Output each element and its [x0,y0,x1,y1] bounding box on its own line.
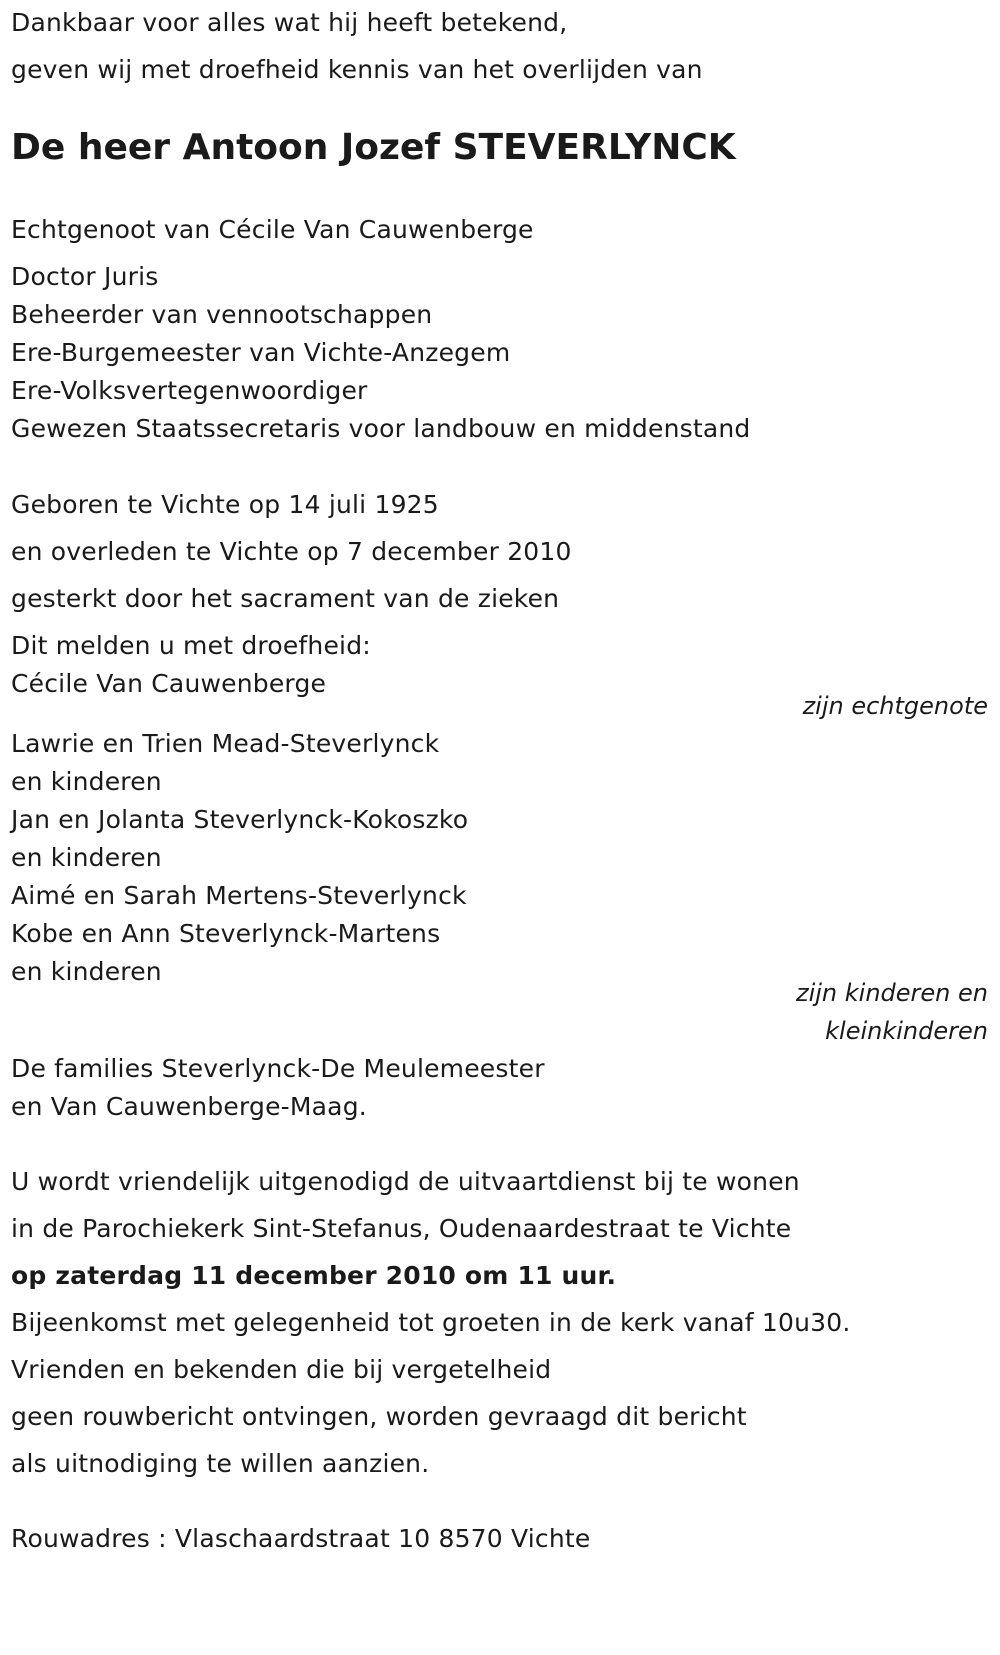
child-line: en kinderen [11,767,162,796]
child-line: Aimé en Sarah Mertens-Steverlynck [11,881,467,910]
funeral-line-2: in de Parochiekerk Sint-Stefanus, Oudenaardestraat te Vichte [11,1214,792,1243]
title-item: Gewezen Staatssecretaris voor landbouw en middenstand [11,414,751,443]
gathering-line: Bijeenkomst met gelegenheid tot groeten in de kerk vanaf 10u30. [11,1308,851,1337]
child-line: en kinderen [11,957,162,986]
title-item: Ere-Volksvertegenwoordiger [11,376,368,405]
child-line: Kobe en Ann Steverlynck-Martens [11,919,441,948]
child-line: en kinderen [11,843,162,872]
families-line-1: De families Steverlynck-De Meulemeester [11,1054,545,1083]
note-line-2: geen rouwbericht ontvingen, worden gevraagd dit bericht [11,1402,747,1431]
note-line-1: Vrienden en bekenden die bij vergetelheid [11,1355,552,1384]
families-line-2: en Van Cauwenberge-Maag. [11,1092,367,1121]
intro-line-2: geven wij met droefheid kennis van het overlijden van [11,55,703,84]
funeral-datetime: op zaterdag 11 december 2010 om 11 uur. [11,1261,617,1290]
deceased-name: De heer Antoon Jozef STEVERLYNCK [11,127,736,168]
spouse-name: Cécile Van Cauwenberge [11,669,327,698]
mourning-address: Rouwadres : Vlaschaardstraat 10 8570 Vichte [11,1524,591,1553]
sacrament-line: gesterkt door het sacrament van de zieken [11,584,560,613]
note-line-3: als uitnodiging te willen aanzien. [11,1449,430,1478]
spouse-line: Echtgenoot van Cécile Van Cauwenberge [11,215,534,244]
title-item: Doctor Juris [11,262,159,291]
announcement-intro: Dit melden u met droefheid: [11,631,371,660]
child-line: Jan en Jolanta Steverlynck-Kokoszko [11,805,469,834]
died-line: en overleden te Vichte op 7 december 2010 [11,537,572,566]
spouse-relation: zijn echtgenote [802,692,988,720]
children-relation-line-1: zijn kinderen en [796,979,988,1007]
title-item: Ere-Burgemeester van Vichte-Anzegem [11,338,511,367]
children-relation-line-2: kleinkinderen [825,1017,988,1045]
born-line: Geboren te Vichte op 14 juli 1925 [11,490,439,519]
funeral-line-1: U wordt vriendelijk uitgenodigd de uitvaartdienst bij te wonen [11,1167,800,1196]
title-item: Beheerder van vennootschappen [11,300,433,329]
intro-line-1: Dankbaar voor alles wat hij heeft betekend, [11,8,568,37]
child-line: Lawrie en Trien Mead-Steverlynck [11,729,440,758]
